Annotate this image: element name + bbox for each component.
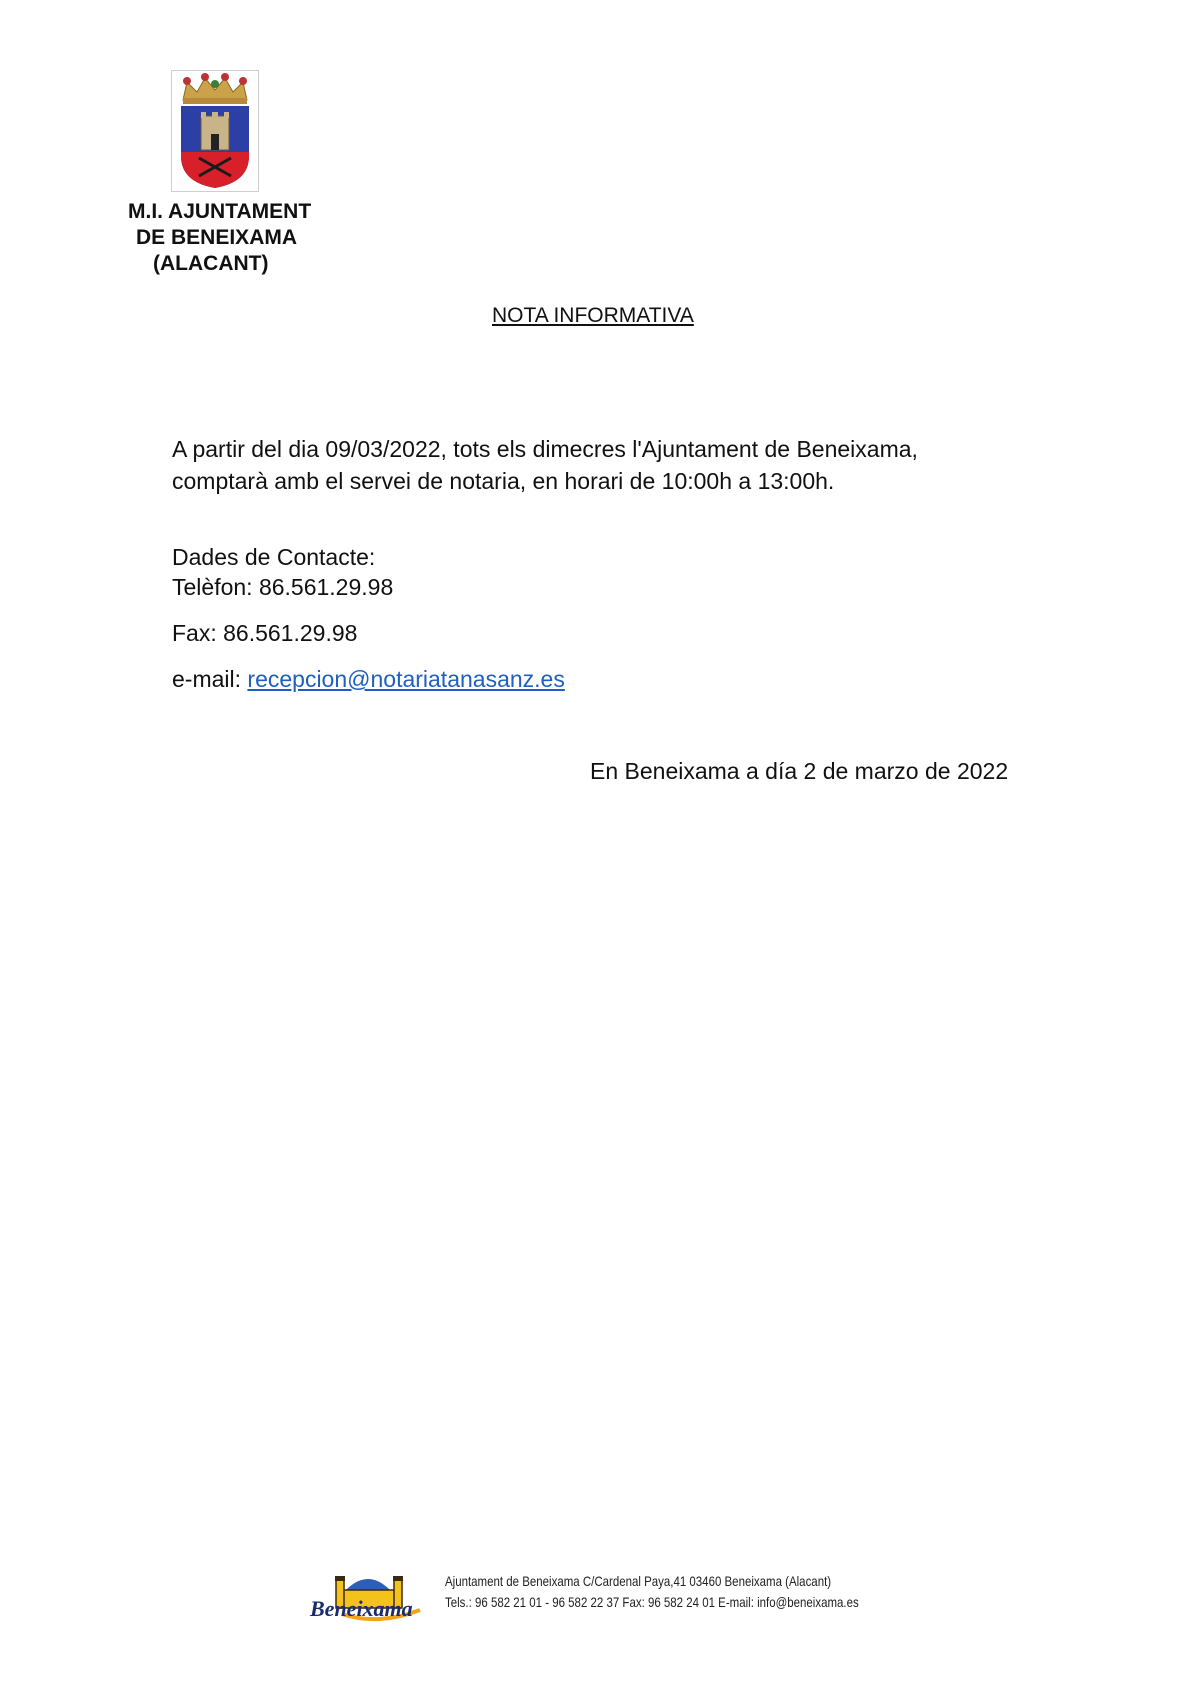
org-name-line-3: (ALACANT) [153, 252, 269, 275]
contact-email-label: e-mail: [172, 666, 248, 692]
document-title: NOTA INFORMATIVA [492, 304, 694, 327]
signoff-date: En Beneixama a día 2 de marzo de 2022 [590, 758, 1009, 784]
contact-heading: Dades de Contacte: [172, 544, 376, 570]
contact-fax: Fax: 86.561.29.98 [172, 620, 358, 646]
org-name-line-2: DE BENEIXAMA [136, 226, 298, 249]
footer-logo-text: Beneixama [310, 1596, 413, 1621]
notice-paragraph-line-2: comptarà amb el servei de notaria, en horari de 10:00h a 13:00h. [172, 468, 835, 494]
notice-paragraph-line-1: A partir del dia 09/03/2022, tots els dimecres l'Ajuntament de Beneixama, [172, 436, 918, 462]
footer-address: Ajuntament de Beneixama C/Cardenal Paya,41 03460 Beneixama (Alacant) [445, 1573, 832, 1589]
beneixama-logo-icon [308, 1562, 430, 1626]
contact-phone: Telèfon: 86.561.29.98 [172, 574, 394, 600]
org-name-line-1: M.I. AJUNTAMENT [128, 200, 312, 223]
contact-email-row [172, 663, 565, 695]
contact-email-link[interactable]: recepcion@notariatanasanz.es [247, 666, 565, 692]
coat-of-arms-icon [171, 70, 259, 192]
footer-contact: Tels.: 96 582 21 01 - 96 582 22 37 Fax: 96 582 24 01 E-mail: info@beneixama.es [445, 1594, 859, 1610]
